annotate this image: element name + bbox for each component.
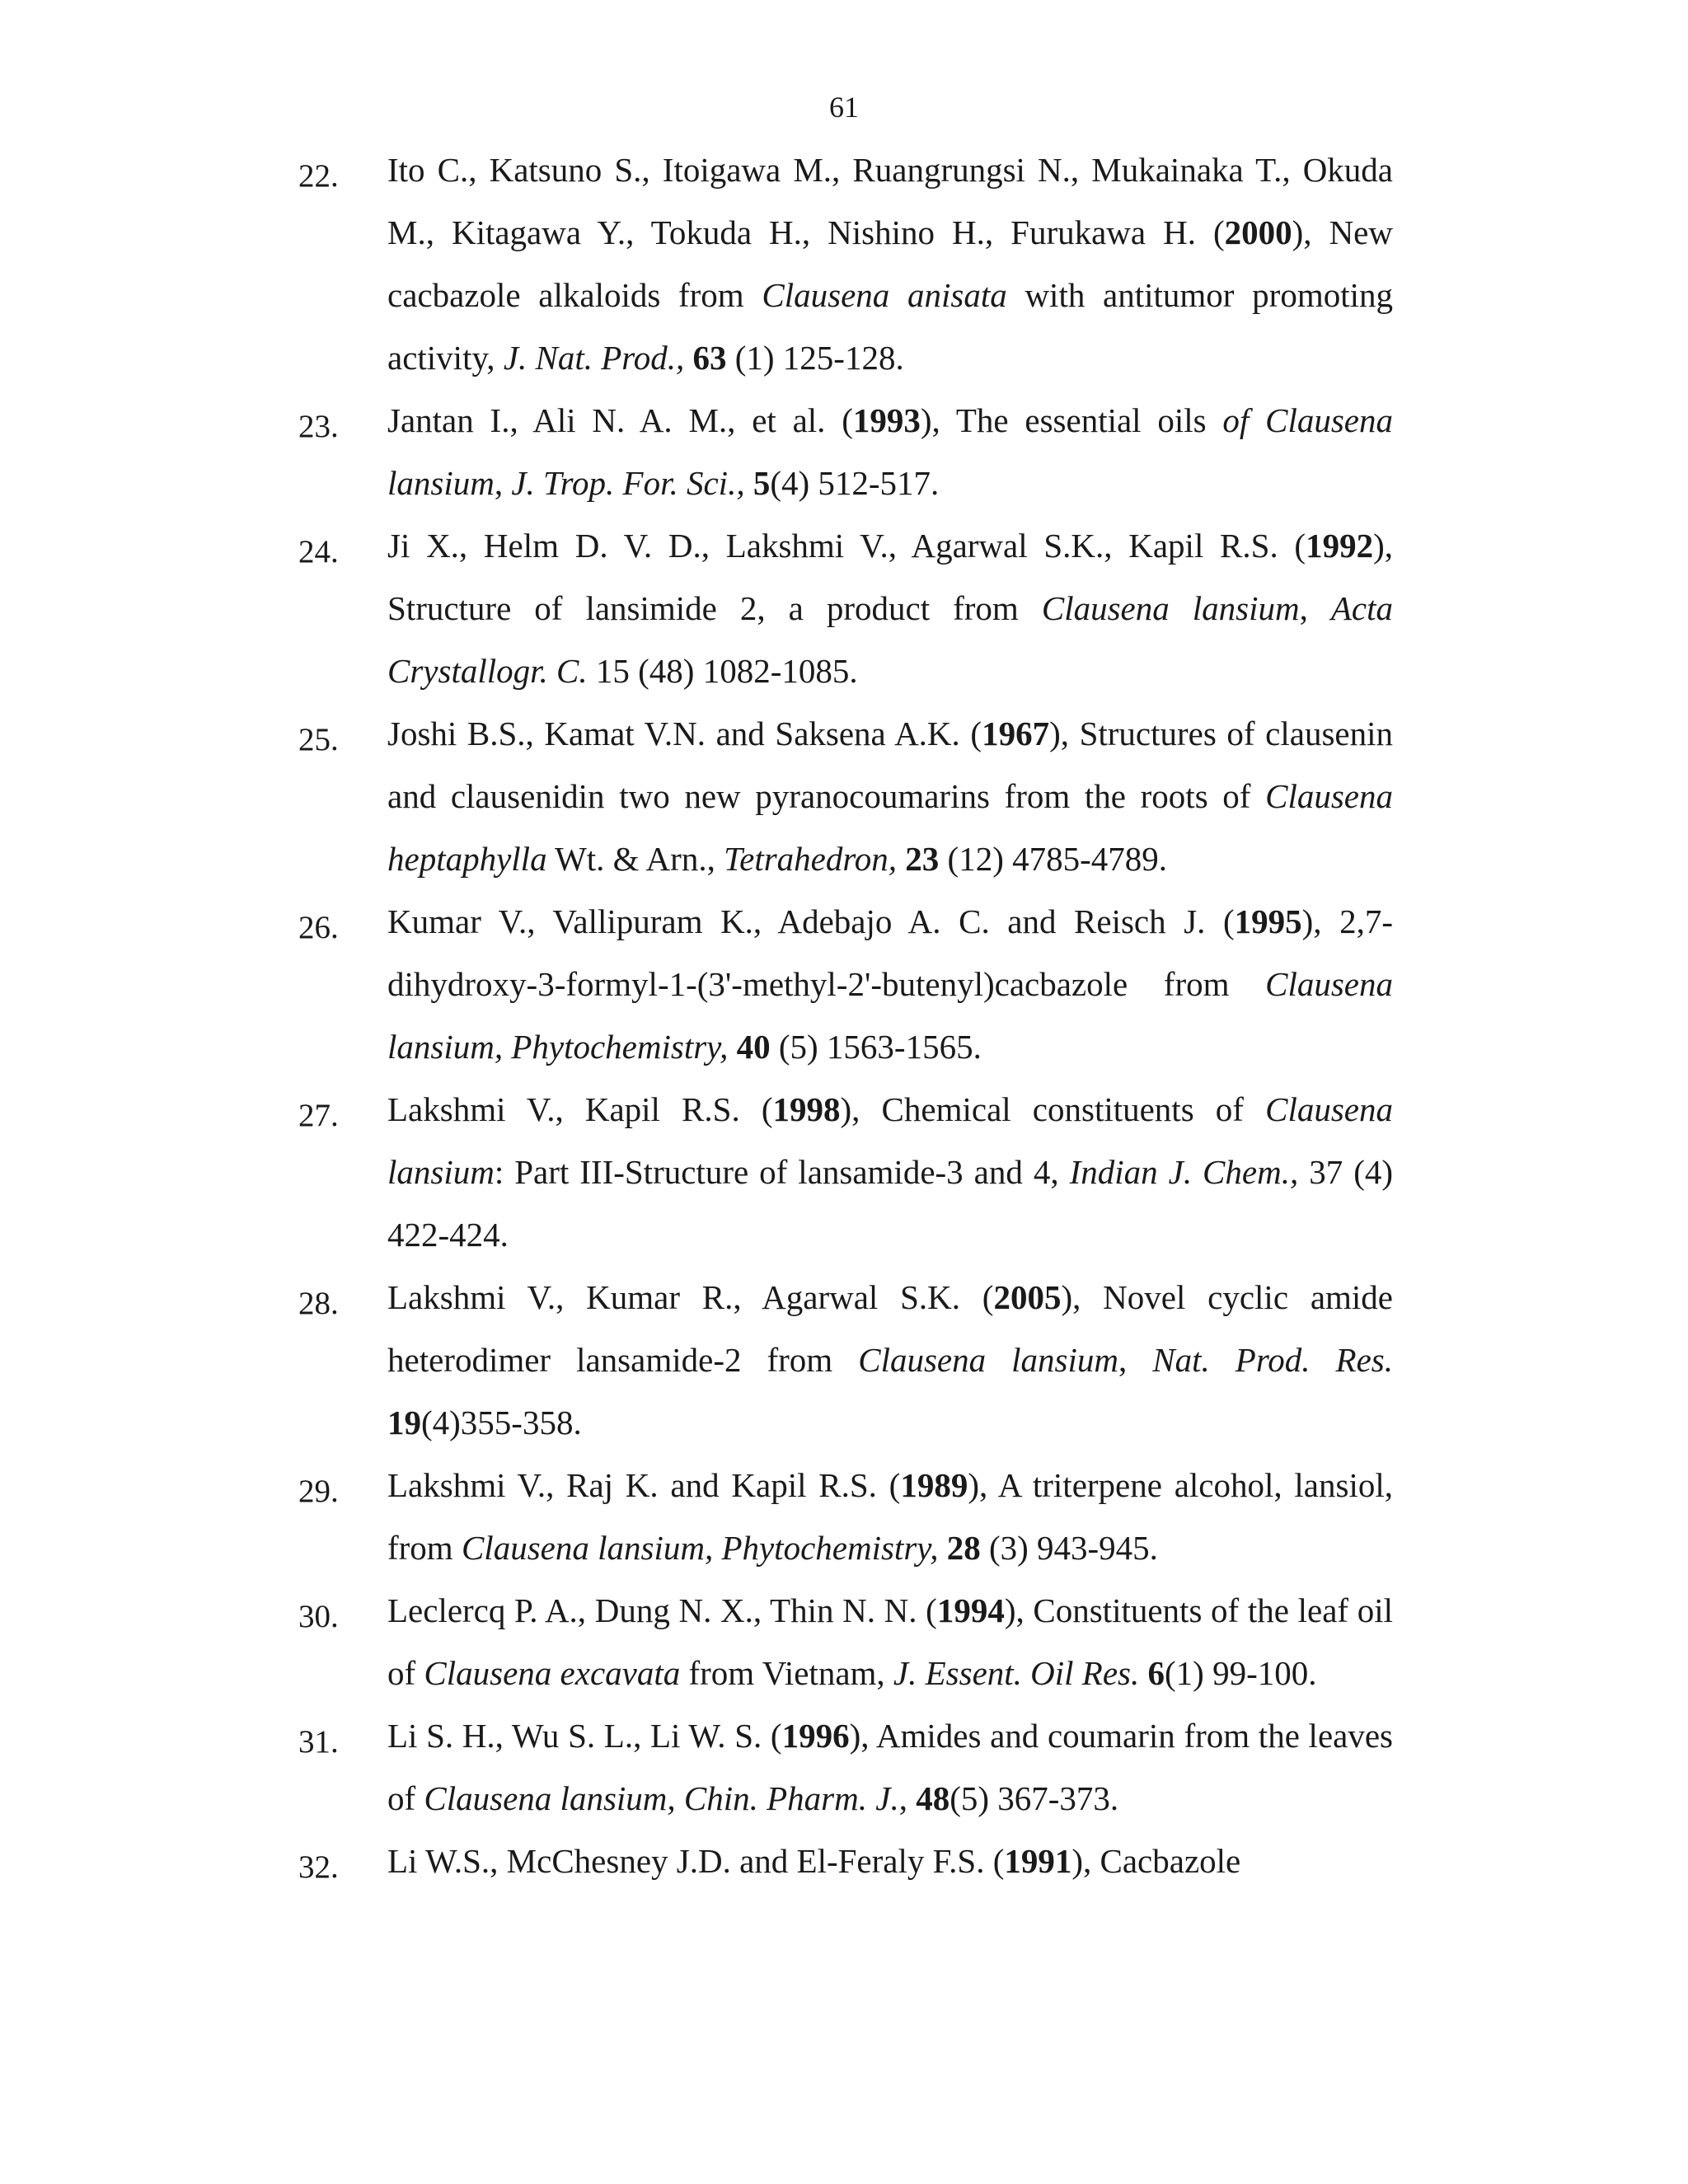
text-span: (12) 4785-4789. [939, 840, 1168, 878]
reference-item [0, 514, 1688, 702]
italic-text: Clausena lansium, Chin. Pharm. J. [424, 1779, 899, 1817]
bold-text: 6 [1147, 1654, 1165, 1692]
italic-text: J. Essent. Oil Res. [893, 1654, 1140, 1692]
reference-item [0, 138, 1688, 389]
reference-item [0, 1454, 1688, 1579]
bold-text: 1994 [936, 1591, 1005, 1629]
italic-text: Indian J. Chem., [1069, 1153, 1299, 1191]
bold-text: 1995 [1234, 902, 1302, 940]
italic-text: Clausena excavata [424, 1654, 681, 1692]
reference-number: 25. [298, 722, 339, 757]
text-span: ), Novel cyclic amide heterodimer lansamide-2 from [387, 1278, 1393, 1379]
text-span [897, 840, 905, 878]
reference-number: 28. [298, 1286, 339, 1321]
text-span: ), The essential oils [920, 401, 1223, 439]
text-span: ), Chemical constituents of [840, 1090, 1266, 1128]
reference-number: 23. [298, 409, 339, 444]
text-span: Joshi B.S., Kamat V.N. and Saksena A.K. ( [387, 715, 982, 752]
text-span: , [1118, 1341, 1153, 1379]
text-span: Ji X., Helm D. V. D., Lakshmi V., Agarwal S.K., Kapil R.S. ( [387, 527, 1306, 565]
text-span: Li S. H., Wu S. L., Li W. S. ( [387, 1717, 782, 1755]
bold-text: 19 [387, 1404, 421, 1441]
text-span: , [494, 464, 512, 502]
reference-item [0, 1078, 1688, 1266]
italic-text: Tetrahedron, [724, 840, 898, 878]
text-span [1139, 1654, 1147, 1692]
reference-text [387, 1579, 1393, 1704]
bold-text: 1989 [900, 1466, 968, 1504]
text-span: ), A triterpene alcohol, lansiol, from [387, 1466, 1393, 1567]
italic-text: Nat. Prod. Res. [1152, 1341, 1393, 1379]
text-span: (4) 512-517. [770, 464, 940, 502]
text-span: Lakshmi V., Kumar R., Agarwal S.K. ( [387, 1278, 994, 1316]
text-span: Li W.S., McChesney J.D. and El-Feraly F.S. ( [387, 1842, 1005, 1880]
italic-text: Clausena lansium [858, 1341, 1118, 1379]
text-span: (5) 367-373. [950, 1779, 1119, 1817]
reference-text [387, 1454, 1393, 1579]
text-span: (5) 1563-1565. [770, 1028, 982, 1066]
bold-text: 5 [753, 464, 771, 502]
text-span: Wt. & Arn., [546, 840, 724, 878]
text-span: ), Structures of clausenin and clausenidin two new pyranocoumarins from the roots of [387, 715, 1393, 815]
italic-text: Clausena heptaphylla [387, 777, 1393, 878]
text-span: 15 (48) 1082-1085. [587, 652, 858, 690]
text-span: ), New cacbazole alkaloids from [387, 213, 1393, 314]
text-span [728, 1028, 736, 1066]
reference-text [387, 389, 1393, 514]
text-span: from Vietnam, [680, 1654, 893, 1692]
italic-text: of Clausena lansium [387, 401, 1393, 502]
reference-text [387, 138, 1393, 389]
text-span: ), Amides and coumarin from the leaves of [387, 1717, 1394, 1817]
reference-item [0, 702, 1688, 890]
text-span: ), Structure of lansimide 2, a product from [387, 527, 1393, 627]
bold-text: 1998 [772, 1090, 841, 1128]
italic-text: J. Trop. For. Sci., [511, 464, 745, 502]
text-span: Kumar V., Vallipuram K., Adebajo A. C. and Reisch J. ( [387, 902, 1235, 940]
text-span: (1) 125-128. [726, 339, 904, 377]
italic-text: J. Nat. Prod., [503, 339, 685, 377]
italic-text: Clausena lansium [1041, 589, 1300, 627]
reference-number: 31. [298, 1724, 339, 1760]
text-span: Lakshmi V., Kapil R.S. ( [387, 1090, 773, 1128]
reference-number: 26. [298, 910, 339, 945]
reference-item [0, 1704, 1688, 1830]
text-span: Leclercq P. A., Dung N. X., Thin N. N. ( [387, 1591, 937, 1629]
reference-text [387, 890, 1393, 1078]
text-span: Jantan I., Ali N. A. M., et al. ( [387, 401, 853, 439]
reference-item [0, 1830, 1688, 1892]
bold-text: 1993 [852, 401, 921, 439]
page-number: 61 [829, 91, 859, 124]
text-span: : Part III-Structure of lansamide-3 and 4, [494, 1153, 1070, 1191]
italic-text: Acta Crystallogr. C. [387, 589, 1393, 690]
bold-text: 63 [692, 339, 727, 377]
reference-item [0, 389, 1688, 514]
text-span: , [1299, 589, 1331, 627]
reference-number: 32. [298, 1849, 339, 1885]
text-span: 37 (4) 422-424. [387, 1153, 1393, 1254]
reference-number: 29. [298, 1474, 339, 1509]
text-span [684, 339, 692, 377]
bold-text: 2000 [1224, 213, 1292, 251]
text-span [745, 464, 753, 502]
bold-text: 1996 [781, 1717, 850, 1755]
reference-text [387, 1078, 1393, 1266]
reference-text [387, 514, 1393, 702]
text-span: ), Constituents of the leaf oil of [387, 1591, 1393, 1692]
bold-text: 1991 [1004, 1842, 1072, 1880]
bold-text: 40 [736, 1028, 771, 1066]
bold-text: 1992 [1306, 527, 1374, 565]
text-span: Lakshmi V., Raj K. and Kapil R.S. ( [387, 1466, 901, 1504]
bold-text: 28 [946, 1529, 981, 1567]
text-span: ), Cacbazole [1071, 1842, 1241, 1880]
text-span: , [898, 1779, 917, 1817]
bold-text: 2005 [993, 1278, 1062, 1316]
reference-item [0, 1266, 1688, 1454]
reference-list [0, 138, 1688, 1892]
reference-text [387, 702, 1393, 890]
text-span: ), 2,7-dihydroxy-3-formyl-1-(3'-methyl-2'-butenyl)cacbazole from [387, 902, 1393, 1003]
reference-text [387, 1266, 1393, 1454]
reference-text [387, 1704, 1393, 1830]
italic-text: Clausena anisata [762, 276, 1007, 314]
bold-text: 23 [905, 840, 940, 878]
text-span: with antitumor promoting activity, [387, 276, 1393, 377]
italic-text: Clausena lansium, Phytochemistry, [461, 1529, 939, 1567]
italic-text: Clausena lansium [387, 1090, 1393, 1191]
reference-item [0, 890, 1688, 1078]
text-span: (1) 99-100. [1165, 1654, 1317, 1692]
reference-number: 24. [298, 534, 339, 569]
reference-text [387, 1830, 1393, 1892]
reference-number: 27. [298, 1098, 339, 1133]
text-span: (4)355-358. [421, 1404, 582, 1441]
reference-number: 22. [298, 158, 339, 194]
reference-item [0, 1579, 1688, 1704]
text-span: (3) 943-945. [980, 1529, 1158, 1567]
italic-text: Clausena lansium, Phytochemistry, [387, 965, 1393, 1066]
text-span [938, 1529, 946, 1567]
bold-text: 48 [916, 1779, 950, 1817]
reference-number: 30. [298, 1599, 339, 1634]
text-span: Ito C., Katsuno S., Itoigawa M., Ruangrungsi N., Mukainaka T., Okuda M., Kitagawa Y., Tokuda H., Nishino H., Furukawa H. ( [387, 151, 1393, 251]
bold-text: 1967 [982, 715, 1050, 752]
